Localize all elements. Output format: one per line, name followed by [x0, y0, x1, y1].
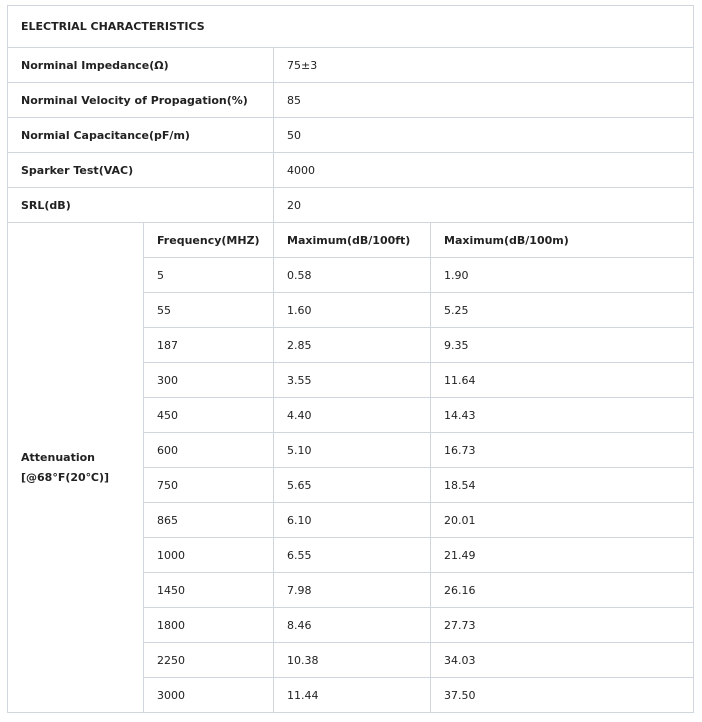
property-value: 75±3	[274, 48, 694, 83]
max-100ft-cell: 3.55	[274, 363, 431, 398]
frequency-cell: 3000	[144, 678, 274, 713]
max-100m-cell: 27.73	[431, 608, 694, 643]
frequency-cell: 5	[144, 258, 274, 293]
title-row	[8, 6, 694, 48]
max-100m-cell: 37.50	[431, 678, 694, 713]
property-label: Normial Capacitance(pF/m)	[8, 118, 274, 153]
electrical-characteristics-table	[7, 5, 694, 713]
frequency-cell: 450	[144, 398, 274, 433]
frequency-cell: 55	[144, 293, 274, 328]
max-100m-cell: 34.03	[431, 643, 694, 678]
max-100m-cell: 5.25	[431, 293, 694, 328]
max-100m-cell: 26.16	[431, 573, 694, 608]
column-header: Maximum(dB/100m)	[431, 223, 694, 258]
attenuation-label-line2: [@68°F(20℃)]	[21, 470, 110, 484]
max-100m-cell: 18.54	[431, 468, 694, 503]
table-title: ELECTRIAL CHARACTERISTICS	[8, 6, 694, 48]
property-label: SRL(dB)	[8, 188, 274, 223]
attenuation-label	[8, 223, 144, 713]
frequency-cell: 600	[144, 433, 274, 468]
max-100ft-cell: 6.55	[274, 538, 431, 573]
frequency-cell: 1000	[144, 538, 274, 573]
property-row	[8, 188, 694, 223]
attenuation-header-row	[8, 223, 694, 258]
property-row	[8, 118, 694, 153]
property-label: Sparker Test(VAC)	[8, 153, 274, 188]
max-100m-cell: 1.90	[431, 258, 694, 293]
frequency-cell: 2250	[144, 643, 274, 678]
max-100ft-cell: 2.85	[274, 328, 431, 363]
max-100ft-cell: 5.10	[274, 433, 431, 468]
max-100ft-cell: 5.65	[274, 468, 431, 503]
frequency-cell: 1800	[144, 608, 274, 643]
max-100ft-cell: 8.46	[274, 608, 431, 643]
frequency-cell: 187	[144, 328, 274, 363]
property-value: 20	[274, 188, 694, 223]
max-100m-cell: 20.01	[431, 503, 694, 538]
max-100m-cell: 9.35	[431, 328, 694, 363]
property-row	[8, 48, 694, 83]
frequency-cell: 865	[144, 503, 274, 538]
property-label: Norminal Impedance(Ω)	[8, 48, 274, 83]
frequency-cell: 300	[144, 363, 274, 398]
attenuation-label-line1: Attenuation	[21, 450, 95, 464]
property-value: 4000	[274, 153, 694, 188]
max-100ft-cell: 10.38	[274, 643, 431, 678]
property-value: 50	[274, 118, 694, 153]
max-100m-cell: 11.64	[431, 363, 694, 398]
frequency-cell: 750	[144, 468, 274, 503]
max-100m-cell: 16.73	[431, 433, 694, 468]
max-100m-cell: 14.43	[431, 398, 694, 433]
property-row	[8, 83, 694, 118]
property-label: Norminal Velocity of Propagation(%)	[8, 83, 274, 118]
max-100m-cell: 21.49	[431, 538, 694, 573]
column-header: Maximum(dB/100ft)	[274, 223, 431, 258]
max-100ft-cell: 7.98	[274, 573, 431, 608]
max-100ft-cell: 0.58	[274, 258, 431, 293]
max-100ft-cell: 1.60	[274, 293, 431, 328]
max-100ft-cell: 4.40	[274, 398, 431, 433]
max-100ft-cell: 11.44	[274, 678, 431, 713]
property-row	[8, 153, 694, 188]
column-header: Frequency(MHZ)	[144, 223, 274, 258]
frequency-cell: 1450	[144, 573, 274, 608]
max-100ft-cell: 6.10	[274, 503, 431, 538]
property-value: 85	[274, 83, 694, 118]
